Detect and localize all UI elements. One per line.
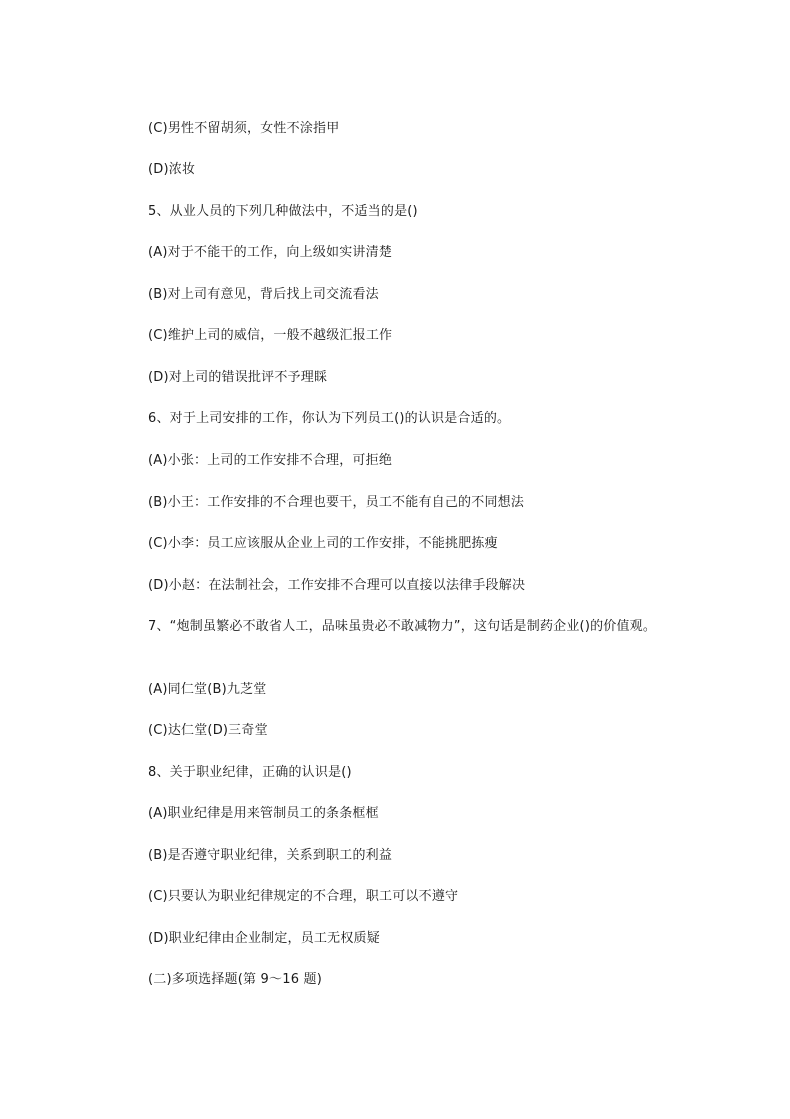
option-5c-prev: (C)男性不留胡须，女性不涂指甲	[148, 121, 340, 136]
question-6-option-d: (D)小赵：在法制社会，工作安排不合理可以直接以法律手段解决	[148, 578, 526, 593]
question-8-option-b: (B)是否遵守职业纪律，关系到职工的利益	[148, 848, 393, 863]
section-heading-multiple-choice: (二)多项选择题(第 9～16 题)	[148, 972, 322, 987]
question-5-option-a: (A)对于不能干的工作，向上级如实讲清楚	[148, 245, 393, 260]
question-8-option-c: (C)只要认为职业纪律规定的不合理，职工可以不遵守	[148, 889, 459, 904]
question-6-option-b: (B)小王：工作安排的不合理也要干，员工不能有自己的不同想法	[148, 495, 525, 510]
question-5-option-b: (B)对上司有意见，背后找上司交流看法	[148, 287, 379, 302]
question-5-option-c: (C)维护上司的威信，一般不越级汇报工作	[148, 328, 393, 343]
option-5d-prev: (D)浓妆	[148, 162, 196, 177]
question-7-options-cd: (C)达仁堂(D)三奇堂	[148, 723, 268, 738]
question-7: 7、“炮制虽繁必不敢省人工，品味虽贵必不敢减物力”，这句话是制药企业()的价值观。	[148, 619, 657, 634]
question-6: 6、对于上司安排的工作，你认为下列员工()的认识是合适的。	[148, 411, 511, 426]
question-8-option-a: (A)职业纪律是用来管制员工的条条框框	[148, 806, 379, 821]
question-5-option-d: (D)对上司的错误批评不予理睬	[148, 370, 328, 385]
question-5: 5、从业人员的下列几种做法中，不适当的是()	[148, 204, 418, 219]
question-8: 8、关于职业纪律，正确的认识是()	[148, 765, 352, 780]
question-7-options-ab: (A)同仁堂(B)九芝堂	[148, 682, 267, 697]
question-6-option-a: (A)小张：上司的工作安排不合理，可拒绝	[148, 453, 393, 468]
question-6-option-c: (C)小李：员工应该服从企业上司的工作安排，不能挑肥拣瘦	[148, 536, 498, 551]
question-8-option-d: (D)职业纪律由企业制定，员工无权质疑	[148, 931, 380, 946]
